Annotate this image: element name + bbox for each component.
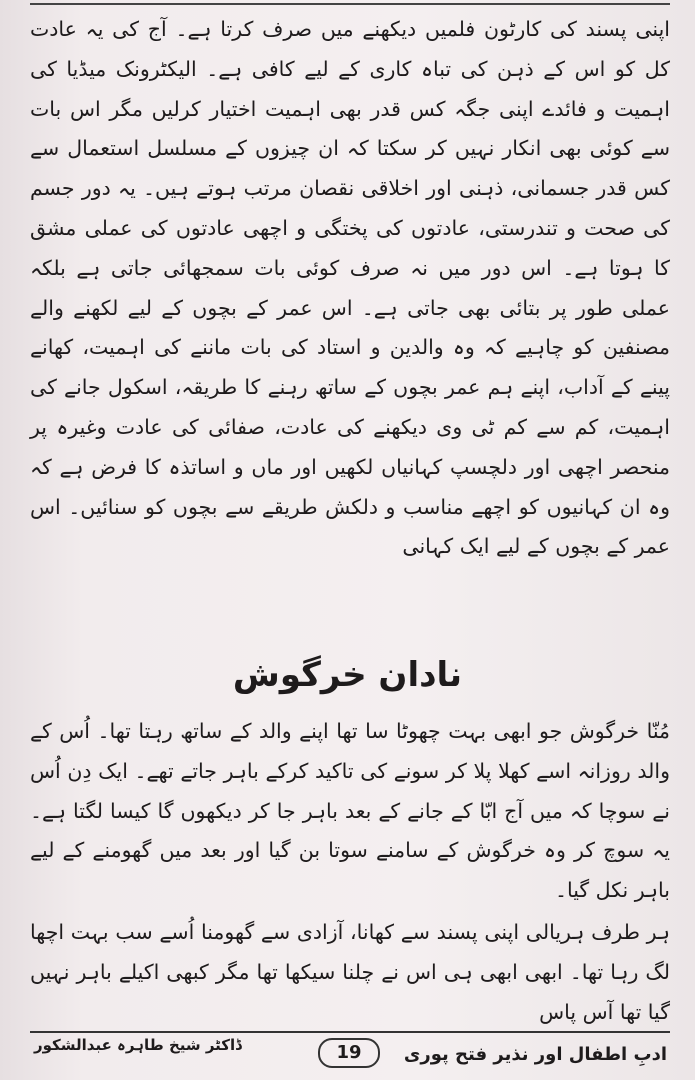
footer-author: ڈاکٹر شیخ طاہرہ عبدالشکور	[34, 1036, 242, 1054]
story-title: نادان خرگوش	[232, 655, 463, 695]
paragraph-story-1: مُنّا خرگوش جو ابھی بہت چھوٹا سا تھا اپنے والد کے ساتھ رہتا تھا۔ اُس کے والد روزانہ اسے کھلا پلا کر سونے کی تاکید کرکے باہر جاتے تھے۔ ایک دِن اُس نے سوچا کہ میں آج ابّا کے جانے کے بعد باہر جا کر دیکھوں گا کیسا لگتا ہے۔ یہ سوچ کر وہ خرگوش کے سامنے سوتا بن گیا اور بعد میں گھومنے کے لیے باہر نکل گیا۔	[30, 719, 670, 903]
footer-book-title: ادبِ اطفال اور نذیر فتح پوری	[403, 1044, 667, 1065]
top-divider	[30, 3, 670, 5]
page-number: 19	[318, 1038, 380, 1068]
paragraph-story-2: ہر طرف ہریالی اپنی پسند سے کھانا، آزادی سے گھومنا اُسے سب بہت اچھا لگ رہا تھا۔ ابھی ابھی ہی اس نے چلنا سیکھا تھا مگر کبھی اکیلے باہر نہیں گیا تھا آس پاس	[30, 920, 670, 1024]
paragraph-intro: اپنی پسند کی کارٹون فلمیں دیکھنے میں صرف کرتا ہے۔ آج کی یہ عادت کل کو اس کے ذہن کی تباہ کاری کے لیے کافی ہے۔ الیکٹرونک میڈیا کی اہمیت و فائدے اپنی جگہ کس قدر بھی اہمیت اختیار کرلیں مگر اس بات سے کوئی بھی انکار نہیں کر سکتا کہ ان چیزوں کے مسلسل استعمال سے کس قدر جسمانی، ذہنی اور اخلاقی نقصان مرتب ہوتے ہیں۔ یہ دور جسم کی صحت و تندرستی، عادتوں کی پختگی و اچھی عادتوں کی عملی مشق کا ہوتا ہے۔ اس دور میں نہ صرف کوئی بات سمجھائی جاتی ہے بلکہ عملی طور پر بتائی بھی جاتی ہے۔ اس عمر کے بچوں کے لیے لکھنے والے مصنفین کو چاہیے کہ وہ والدین و استاد کی بات ماننے کی اہمیت، کھانے پینے کے آداب، اپنے ہم عمر بچوں کے ساتھ رہنے کا طریقہ، اسکول جانے کی اہمیت، کم سے کم ٹی وی دیکھنے کی عادت، صفائی کی عادت وغیرہ پر منحصر اچھی اور دلچسپ کہانیاں لکھیں اور ماں و اساتذہ کا فرض ہے کہ وہ ان کہانیوں کو اچھے مناسب و دلکش طریقے سے بچوں کو سنائیں۔ اس عمر کے بچوں کے لیے ایک کہانی	[30, 17, 670, 559]
footer-divider	[30, 1031, 670, 1033]
